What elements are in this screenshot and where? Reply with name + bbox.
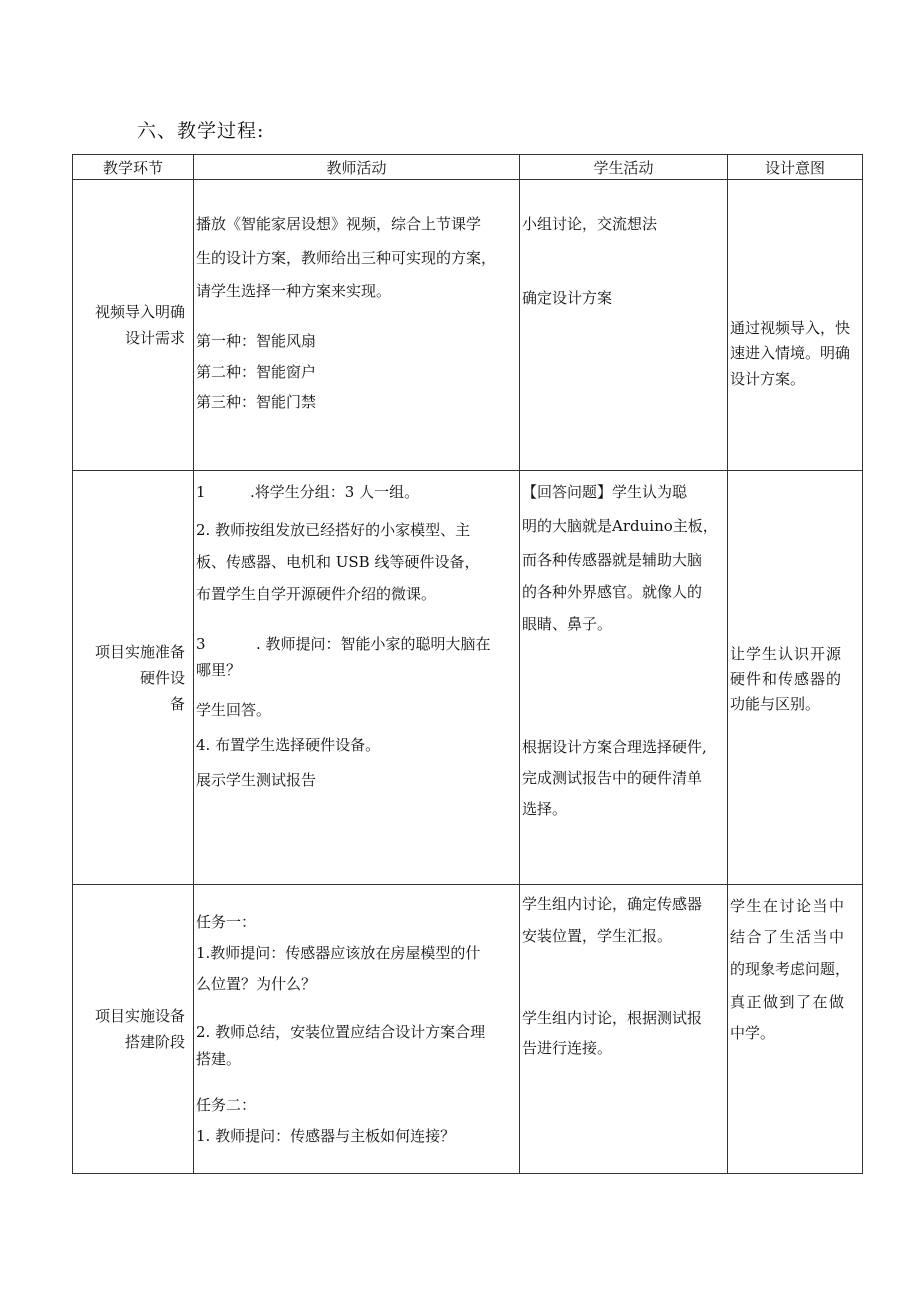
text-line: 让学生认识开源 <box>730 645 843 663</box>
text-line: 设计方案。 <box>730 370 806 388</box>
text-line: 功能与区别。 <box>730 695 821 713</box>
student-activity-cell <box>520 885 728 1174</box>
text-line: 的现象考虑问题， <box>730 960 851 978</box>
text-line: 学生回答。 <box>196 701 272 719</box>
text-line: 学生组内讨论，根据测试报 <box>522 1009 703 1027</box>
design-intent-cell <box>728 180 863 471</box>
stage-cell <box>73 885 194 1174</box>
stage-line: 设计需求 <box>124 329 185 347</box>
teacher-activity-cell <box>194 471 520 885</box>
student-activity-cell <box>520 471 728 885</box>
item-text: .将学生分组：3 人一组。 <box>250 483 420 501</box>
text-line: 2. 教师按组发放已经搭好的小家模型、主 <box>196 521 471 539</box>
text-line <box>196 633 517 655</box>
text-line: 任务一： <box>196 913 257 931</box>
text-line: 安装位置，学生汇报。 <box>522 927 673 945</box>
section-heading: 六、教学过程: <box>137 120 265 142</box>
text-line: 布置学生自学开源硬件介绍的微课。 <box>196 585 437 603</box>
stage-line: 备 <box>169 694 185 713</box>
table-row <box>73 885 863 1174</box>
stage-line: 硬件设 <box>139 668 185 687</box>
text-line: 的各种外界感官。就像人的 <box>522 583 703 601</box>
stage-line: 视频导入明确 <box>94 303 185 321</box>
text-line: 中学。 <box>730 1024 776 1042</box>
text-line: 第一种：智能风扇 <box>196 332 317 350</box>
teaching-process-table <box>72 154 863 1174</box>
text-line: 1.教师提问：传感器应该放在房屋模型的什 <box>196 944 481 962</box>
text-line <box>196 481 517 503</box>
text-line: 2. 教师总结，安装位置应结合设计方案合理 <box>196 1023 486 1041</box>
stage-cell <box>73 471 194 885</box>
student-activity-cell <box>520 180 728 471</box>
text-line: 1. 教师提问：传感器与主板如何连接？ <box>196 1127 456 1145</box>
design-intent-cell <box>728 471 863 885</box>
item-number: 1 <box>196 483 206 501</box>
stage-line: 项目实施准备 <box>94 642 185 661</box>
text-line: 请学生选择一种方案来实现。 <box>196 282 392 300</box>
text-line: 速进入情境。明确 <box>730 344 851 362</box>
column-header: 设计意图 <box>728 155 863 180</box>
text-line: 第三种：智能门禁 <box>196 393 317 411</box>
text-line: 根据设计方案合理选择硬件, <box>522 738 707 756</box>
table-row <box>73 180 863 471</box>
text-line: 第二种：智能窗户 <box>196 363 317 381</box>
teacher-activity-cell <box>194 180 520 471</box>
table-row <box>73 471 863 885</box>
text-line: 哪里？ <box>196 661 242 679</box>
stage-line: 项目实施设备 <box>94 1007 185 1025</box>
teacher-activity-cell <box>194 885 520 1174</box>
text-line: 选择。 <box>522 800 568 818</box>
text-line: 展示学生测试报告 <box>196 771 317 789</box>
text-line: 学生在讨论当中 <box>730 897 846 915</box>
text-line: 【回答问题】学生认为聪 <box>522 483 688 501</box>
table-header-row <box>73 155 863 180</box>
item-number: 3 <box>196 635 206 653</box>
text-line: 生的设计方案，教师给出三种可实现的方案， <box>196 249 497 267</box>
item-text: . 教师提问：智能小家的聪明大脑在 <box>256 635 491 653</box>
text-line: 而各种传感器就是辅助大脑 <box>522 551 703 569</box>
text-line: 告进行连接。 <box>522 1039 613 1057</box>
text-line: 学生组内讨论，确定传感器 <box>522 895 703 913</box>
column-header: 学生活动 <box>520 155 728 180</box>
text-line: 通过视频导入，快 <box>730 319 851 337</box>
text-line: 任务二： <box>196 1096 257 1114</box>
column-header: 教师活动 <box>194 155 520 180</box>
text-line: 眼睛、鼻子。 <box>522 615 613 633</box>
text-line: 小组讨论，交流想法 <box>522 215 658 233</box>
text-line: 明的大脑就是Arduino主板， <box>522 517 718 535</box>
text-line: 确定设计方案 <box>522 289 613 307</box>
text-line: 完成测试报告中的硬件清单 <box>522 769 703 787</box>
text-line: 播放《智能家居设想》视频，综合上节课学 <box>196 215 482 233</box>
column-header: 教学环节 <box>73 155 194 180</box>
design-intent-cell <box>728 885 863 1174</box>
text-line: 结合了生活当中 <box>730 928 846 946</box>
text-line: 板、传感器、电机和 USB 线等硬件设备， <box>196 553 480 571</box>
text-line: 真正做到了在做 <box>730 993 846 1011</box>
stage-line: 搭建阶段 <box>124 1033 185 1051</box>
text-line: 搭建。 <box>196 1050 242 1068</box>
stage-cell <box>73 180 194 471</box>
text-line: 么位置？为什么？ <box>196 975 317 993</box>
text-line: 4. 布置学生选择硬件设备。 <box>196 736 381 754</box>
text-line: 硬件和传感器的 <box>730 670 843 688</box>
